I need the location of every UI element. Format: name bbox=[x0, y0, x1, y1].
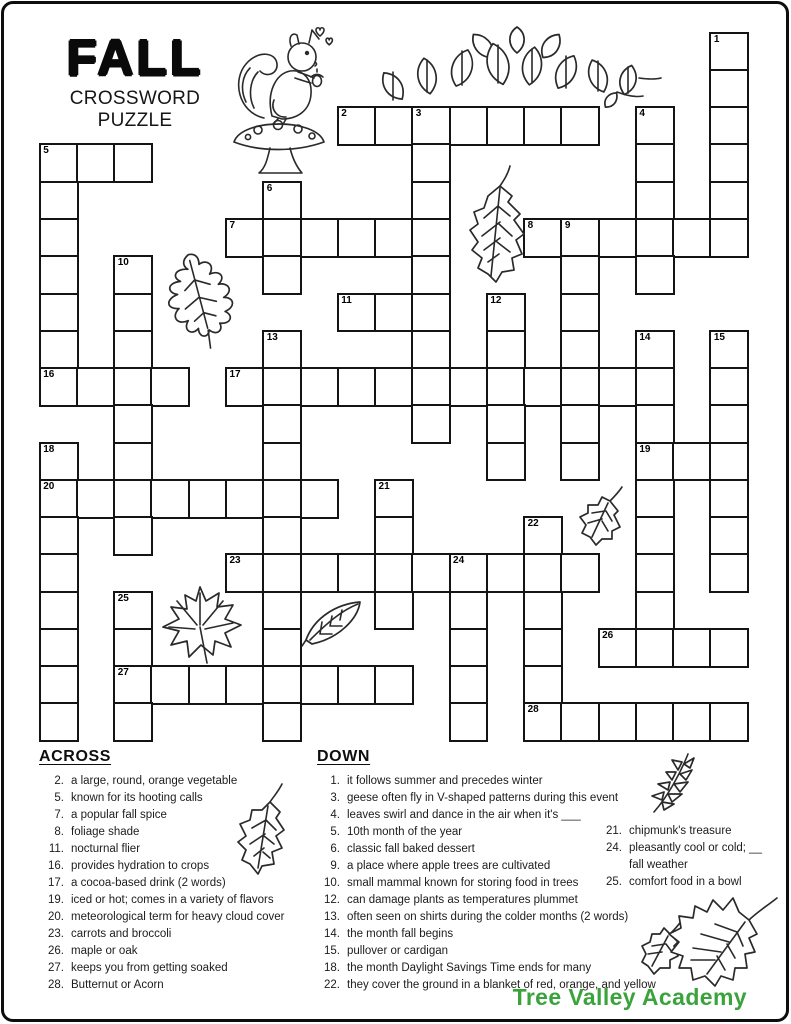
squirrel-on-mushroom-illustration bbox=[220, 20, 338, 180]
clue-18 bbox=[316, 960, 672, 977]
clue-28 bbox=[38, 977, 316, 994]
clue-text: chipmunk's treasure bbox=[629, 825, 732, 837]
clue-text: carrots and broccoli bbox=[71, 928, 172, 940]
brand-footer: Tree Valley Academy bbox=[512, 984, 747, 1010]
grid-cell-0-17[interactable] bbox=[39, 665, 79, 705]
title-block bbox=[36, 30, 234, 132]
grid-cell-2-3[interactable] bbox=[113, 143, 153, 183]
down-clue-list-col2 bbox=[596, 823, 766, 891]
grid-cell-18-11[interactable] bbox=[709, 442, 749, 482]
grid-cell-15-16[interactable] bbox=[598, 628, 638, 668]
grid-cell-18-16[interactable] bbox=[709, 628, 749, 668]
grid-cell-11-18[interactable] bbox=[449, 702, 489, 742]
grid-cell-18-5[interactable] bbox=[709, 218, 749, 258]
clue-number: 24. bbox=[606, 842, 622, 854]
grid-cell-0-13[interactable] bbox=[39, 516, 79, 556]
big-serrated-leaf-illustration bbox=[655, 890, 790, 995]
grid-cell-8-5[interactable] bbox=[337, 218, 377, 258]
clue-number: 18. bbox=[324, 962, 340, 974]
grid-cell-13-14[interactable] bbox=[523, 553, 563, 593]
grid-cell-14-6[interactable] bbox=[560, 255, 600, 295]
grid-cell-11-17[interactable] bbox=[449, 665, 489, 705]
grid-cell-18-4[interactable] bbox=[709, 181, 749, 221]
grid-cell-8-7[interactable] bbox=[337, 293, 377, 333]
clue-number: 17. bbox=[48, 877, 64, 889]
grid-cell-4-12[interactable] bbox=[188, 479, 228, 519]
grid-cell-16-12[interactable] bbox=[635, 479, 675, 519]
grid-cell-18-1[interactable] bbox=[709, 69, 749, 109]
grid-cell-0-15[interactable] bbox=[39, 591, 79, 631]
grid-cell-0-4[interactable] bbox=[39, 181, 79, 221]
grid-cell-10-6[interactable] bbox=[411, 255, 451, 295]
clue-number: 28. bbox=[48, 979, 64, 991]
grid-cell-12-8[interactable] bbox=[486, 330, 526, 370]
grid-cell-12-14[interactable] bbox=[486, 553, 526, 593]
grid-cell-2-18[interactable] bbox=[113, 702, 153, 742]
grid-cell-10-2[interactable] bbox=[411, 106, 451, 146]
cell-number: 1 bbox=[713, 33, 720, 45]
clue-text: 10th month of the year bbox=[347, 826, 463, 838]
clue-24 bbox=[596, 840, 766, 874]
grid-cell-10-9[interactable] bbox=[411, 367, 451, 407]
grid-cell-14-11[interactable] bbox=[560, 442, 600, 482]
clue-number: 23. bbox=[48, 928, 64, 940]
clue-number: 16. bbox=[48, 860, 64, 872]
down-clues-section-col2 bbox=[596, 823, 766, 891]
grid-cell-2-17[interactable] bbox=[113, 665, 153, 705]
clue-number: 11. bbox=[48, 843, 64, 855]
clue-number: 15. bbox=[324, 945, 340, 957]
grid-cell-6-18[interactable] bbox=[262, 702, 302, 742]
grid-cell-11-2[interactable] bbox=[449, 106, 489, 146]
cell-number: 15 bbox=[713, 331, 725, 343]
clue-text: meteorological term for heavy cloud cover bbox=[71, 911, 285, 923]
across-heading: ACROSS bbox=[39, 748, 112, 765]
cell-number: 5 bbox=[43, 145, 49, 157]
clue-21 bbox=[596, 823, 766, 840]
clue-19 bbox=[38, 892, 316, 909]
clue-text: provides hydration to crops bbox=[71, 860, 210, 872]
clue-text: pullover or cardigan bbox=[347, 945, 449, 957]
clue-20 bbox=[38, 909, 316, 926]
clues-birch-leaf-illustration bbox=[224, 780, 298, 878]
cell-number: 20 bbox=[43, 480, 55, 492]
clue-number: 19. bbox=[48, 894, 64, 906]
grid-cell-6-13[interactable] bbox=[262, 516, 302, 556]
clue-text: they cover the ground in a blanket of red, orange, and yellow bbox=[347, 979, 656, 991]
grid-cell-12-2[interactable] bbox=[486, 106, 526, 146]
grid-cell-16-18[interactable] bbox=[635, 702, 675, 742]
cell-number: 23 bbox=[229, 555, 241, 567]
grid-cell-11-9[interactable] bbox=[449, 367, 489, 407]
grid-cell-6-16[interactable] bbox=[262, 628, 302, 668]
grid-cell-6-9[interactable] bbox=[262, 367, 302, 407]
grid-cell-9-15[interactable] bbox=[374, 591, 414, 631]
clue-text: small mammal known for storing food in trees bbox=[347, 877, 579, 889]
grid-cell-13-9[interactable] bbox=[523, 367, 563, 407]
grid-cell-10-8[interactable] bbox=[411, 330, 451, 370]
grid-cell-16-11[interactable] bbox=[635, 442, 675, 482]
maple-leaf-illustration bbox=[153, 583, 247, 667]
grid-cell-14-2[interactable] bbox=[560, 106, 600, 146]
grid-cell-0-9[interactable] bbox=[39, 367, 79, 407]
rowan-leaf-illustration bbox=[644, 750, 696, 818]
clue-number: 6. bbox=[330, 843, 340, 855]
grid-cell-13-2[interactable] bbox=[523, 106, 563, 146]
grid-cell-8-14[interactable] bbox=[337, 553, 377, 593]
grid-cell-17-11[interactable] bbox=[672, 442, 712, 482]
grid-cell-0-7[interactable] bbox=[39, 293, 79, 333]
clue-25 bbox=[596, 874, 766, 891]
grid-cell-13-18[interactable] bbox=[523, 702, 563, 742]
cell-number: 7 bbox=[229, 220, 236, 231]
grid-cell-10-14[interactable] bbox=[411, 553, 451, 593]
grid-cell-18-0[interactable] bbox=[709, 32, 749, 72]
cell-number: 28 bbox=[527, 704, 539, 716]
cell-number: 25 bbox=[117, 592, 129, 604]
cell-number: 21 bbox=[378, 480, 390, 492]
grid-cell-17-5[interactable] bbox=[672, 218, 712, 258]
grid-cell-1-3[interactable] bbox=[76, 143, 116, 183]
clue-text: comfort food in a bowl bbox=[629, 876, 742, 888]
clue-number: 7. bbox=[54, 809, 64, 821]
grid-cell-17-18[interactable] bbox=[672, 702, 712, 742]
cell-number: 14 bbox=[639, 331, 651, 343]
cell-number: 6 bbox=[266, 182, 273, 194]
grid-cell-16-6[interactable] bbox=[635, 255, 675, 295]
clue-1 bbox=[316, 773, 672, 790]
clue-text: foliage shade bbox=[71, 826, 140, 838]
grid-cell-2-11[interactable] bbox=[113, 442, 153, 482]
willow-leaf-illustration bbox=[300, 596, 366, 648]
grid-cell-10-7[interactable] bbox=[411, 293, 451, 333]
grid-cell-6-4[interactable] bbox=[262, 181, 302, 221]
grid-cell-18-2[interactable] bbox=[709, 106, 749, 146]
grid-cell-2-13[interactable] bbox=[113, 516, 153, 556]
grid-cell-18-10[interactable] bbox=[709, 404, 749, 444]
clue-text: geese often fly in V-shaped patterns during this event bbox=[347, 792, 619, 804]
grid-cell-2-7[interactable] bbox=[113, 293, 153, 333]
clue-text: maple or oak bbox=[71, 945, 138, 957]
cell-number: 24 bbox=[453, 555, 465, 567]
grid-cell-16-3[interactable] bbox=[635, 143, 675, 183]
grid-cell-11-14[interactable] bbox=[449, 553, 489, 593]
grid-cell-2-9[interactable] bbox=[113, 367, 153, 407]
clue-text: the month Daylight Savings Time ends for many bbox=[347, 962, 592, 974]
grid-cell-16-5[interactable] bbox=[635, 218, 675, 258]
clue-text: keeps you from getting soaked bbox=[71, 962, 228, 974]
grid-cell-18-13[interactable] bbox=[709, 516, 749, 556]
grid-cell-3-9[interactable] bbox=[150, 367, 190, 407]
clue-13 bbox=[316, 909, 672, 926]
grid-cell-9-13[interactable] bbox=[374, 516, 414, 556]
grid-cell-6-5[interactable] bbox=[262, 218, 302, 258]
grid-cell-3-12[interactable] bbox=[150, 479, 190, 519]
clue-23 bbox=[38, 926, 316, 943]
grid-cell-0-8[interactable] bbox=[39, 330, 79, 370]
grid-cell-6-17[interactable] bbox=[262, 665, 302, 705]
grid-cell-7-5[interactable] bbox=[300, 218, 340, 258]
grid-cell-5-9[interactable] bbox=[225, 367, 265, 407]
grid-cell-0-3[interactable] bbox=[39, 143, 79, 183]
grid-cell-16-4[interactable] bbox=[635, 181, 675, 221]
grid-cell-16-16[interactable] bbox=[635, 628, 675, 668]
grid-cell-18-8[interactable] bbox=[709, 330, 749, 370]
cell-number: 17 bbox=[229, 369, 241, 381]
leaf-pile-illustration bbox=[365, 26, 670, 108]
grid-cell-6-14[interactable] bbox=[262, 553, 302, 593]
grid-cell-12-9[interactable] bbox=[486, 367, 526, 407]
cell-number: 27 bbox=[117, 667, 129, 679]
grid-cell-0-14[interactable] bbox=[39, 553, 79, 593]
grid-cell-8-9[interactable] bbox=[337, 367, 377, 407]
grid-cell-14-18[interactable] bbox=[560, 702, 600, 742]
cell-number: 9 bbox=[564, 220, 571, 231]
grid-cell-2-6[interactable] bbox=[113, 255, 153, 295]
clue-text: nocturnal flier bbox=[71, 843, 141, 855]
clue-number: 4. bbox=[330, 809, 340, 821]
clue-number: 26. bbox=[48, 945, 64, 957]
grid-cell-18-14[interactable] bbox=[709, 553, 749, 593]
grid-cell-16-13[interactable] bbox=[635, 516, 675, 556]
grid-cell-1-12[interactable] bbox=[76, 479, 116, 519]
grid-cell-0-5[interactable] bbox=[39, 218, 79, 258]
grid-cell-6-15[interactable] bbox=[262, 591, 302, 631]
grid-cell-7-17[interactable] bbox=[300, 665, 340, 705]
clue-text: can damage plants as temperatures plummet bbox=[347, 894, 578, 906]
oak-leaf-illustration bbox=[158, 250, 236, 354]
grid-cell-10-5[interactable] bbox=[411, 218, 451, 258]
clue-text: classic fall baked dessert bbox=[347, 843, 475, 855]
cell-number: 13 bbox=[266, 331, 278, 343]
clue-number: 8. bbox=[54, 826, 64, 838]
clue-number: 1. bbox=[330, 775, 340, 787]
grid-cell-13-15[interactable] bbox=[523, 591, 563, 631]
grid-cell-6-8[interactable] bbox=[262, 330, 302, 370]
grid-cell-0-11[interactable] bbox=[39, 442, 79, 482]
grid-cell-10-10[interactable] bbox=[411, 404, 451, 444]
grid-cell-14-5[interactable] bbox=[560, 218, 600, 258]
grid-cell-18-9[interactable] bbox=[709, 367, 749, 407]
clue-text: iced or hot; comes in a variety of flavors bbox=[71, 894, 274, 906]
clue-text: a popular fall spice bbox=[71, 809, 167, 821]
grid-cell-5-17[interactable] bbox=[225, 665, 265, 705]
grid-cell-16-8[interactable] bbox=[635, 330, 675, 370]
grid-cell-12-11[interactable] bbox=[486, 442, 526, 482]
page-subtitle: CROSSWORD PUZZLE bbox=[69, 88, 201, 131]
clue-text: known for its hooting calls bbox=[71, 792, 203, 804]
grid-cell-13-13[interactable] bbox=[523, 516, 563, 556]
clue-number: 3. bbox=[330, 792, 340, 804]
clue-text: a place where apple trees are cultivated bbox=[347, 860, 551, 872]
grid-cell-16-9[interactable] bbox=[635, 367, 675, 407]
grid-cell-7-9[interactable] bbox=[300, 367, 340, 407]
clue-text: it follows summer and precedes winter bbox=[347, 775, 543, 787]
clue-text: Butternut or Acorn bbox=[71, 979, 164, 991]
cell-number: 8 bbox=[527, 220, 534, 231]
cell-number: 4 bbox=[639, 108, 645, 120]
cell-number: 22 bbox=[527, 518, 539, 530]
grid-cell-0-16[interactable] bbox=[39, 628, 79, 668]
clue-number: 2. bbox=[54, 775, 64, 787]
grid-cell-14-10[interactable] bbox=[560, 404, 600, 444]
clue-number: 12. bbox=[324, 894, 340, 906]
grid-cell-16-10[interactable] bbox=[635, 404, 675, 444]
small-birch-leaf-illustration bbox=[572, 483, 630, 551]
grid-cell-11-16[interactable] bbox=[449, 628, 489, 668]
cell-number: 26 bbox=[602, 629, 614, 641]
grid-cell-14-7[interactable] bbox=[560, 293, 600, 333]
cell-number: 11 bbox=[341, 294, 352, 306]
grid-cell-7-12[interactable] bbox=[300, 479, 340, 519]
grid-cell-10-3[interactable] bbox=[411, 143, 451, 183]
grid-cell-0-12[interactable] bbox=[39, 479, 79, 519]
grid-cell-3-17[interactable] bbox=[150, 665, 190, 705]
grid-cell-16-2[interactable] bbox=[635, 106, 675, 146]
clue-26 bbox=[38, 943, 316, 960]
cell-number: 18 bbox=[43, 443, 55, 455]
page-title: FALL bbox=[66, 30, 204, 86]
grid-cell-18-18[interactable] bbox=[709, 702, 749, 742]
grid-cell-15-5[interactable] bbox=[598, 218, 638, 258]
grid-cell-15-18[interactable] bbox=[598, 702, 638, 742]
grid-cell-8-17[interactable] bbox=[337, 665, 377, 705]
grid-cell-18-3[interactable] bbox=[709, 143, 749, 183]
grid-cell-12-7[interactable] bbox=[486, 293, 526, 333]
grid-cell-2-12[interactable] bbox=[113, 479, 153, 519]
clue-number: 10. bbox=[324, 877, 340, 889]
clue-text: pleasantly cool or cold; __ fall weather bbox=[629, 842, 762, 871]
clue-12 bbox=[316, 892, 672, 909]
grid-cell-1-9[interactable] bbox=[76, 367, 116, 407]
grid-cell-18-12[interactable] bbox=[709, 479, 749, 519]
grid-cell-13-16[interactable] bbox=[523, 628, 563, 668]
grid-cell-9-9[interactable] bbox=[374, 367, 414, 407]
clue-text: often seen on shirts during the colder months (2 words) bbox=[347, 911, 629, 923]
clue-number: 13. bbox=[324, 911, 340, 923]
grid-cell-16-15[interactable] bbox=[635, 591, 675, 631]
cell-number: 2 bbox=[341, 108, 347, 120]
clue-number: 5. bbox=[54, 792, 64, 804]
grid-cell-9-14[interactable] bbox=[374, 553, 414, 593]
clue-3 bbox=[316, 790, 672, 807]
grid-cell-9-12[interactable] bbox=[374, 479, 414, 519]
grid-cell-14-8[interactable] bbox=[560, 330, 600, 370]
grid-cell-9-7[interactable] bbox=[374, 293, 414, 333]
grid-cell-0-18[interactable] bbox=[39, 702, 79, 742]
grid-cell-10-4[interactable] bbox=[411, 181, 451, 221]
cell-number: 3 bbox=[415, 108, 422, 120]
down-heading: DOWN bbox=[317, 748, 371, 765]
grid-cell-7-14[interactable] bbox=[300, 553, 340, 593]
cell-number: 12 bbox=[490, 294, 502, 306]
grid-cell-16-14[interactable] bbox=[635, 553, 675, 593]
clue-14 bbox=[316, 926, 672, 943]
grid-cell-0-6[interactable] bbox=[39, 255, 79, 295]
grid-cell-6-6[interactable] bbox=[262, 255, 302, 295]
clue-number: 22. bbox=[324, 979, 340, 991]
clue-27 bbox=[38, 960, 316, 977]
clue-number: 21. bbox=[606, 825, 622, 837]
grid-cell-2-10[interactable] bbox=[113, 404, 153, 444]
grid-cell-15-9[interactable] bbox=[598, 367, 638, 407]
cell-number: 16 bbox=[43, 369, 55, 381]
clue-4 bbox=[316, 807, 672, 824]
grid-cell-2-8[interactable] bbox=[113, 330, 153, 370]
grid-cell-6-12[interactable] bbox=[262, 479, 302, 519]
grid-cell-6-10[interactable] bbox=[262, 404, 302, 444]
clue-number: 25. bbox=[606, 876, 622, 888]
cell-number: 19 bbox=[639, 443, 651, 455]
cell-number: 10 bbox=[117, 257, 129, 269]
grid-cell-6-11[interactable] bbox=[262, 442, 302, 482]
clue-number: 14. bbox=[324, 928, 340, 940]
grid-cell-14-9[interactable] bbox=[560, 367, 600, 407]
grid-cell-5-12[interactable] bbox=[225, 479, 265, 519]
grid-cell-12-10[interactable] bbox=[486, 404, 526, 444]
grid-cell-4-17[interactable] bbox=[188, 665, 228, 705]
grid-cell-14-14[interactable] bbox=[560, 553, 600, 593]
clue-text: a large, round, orange vegetable bbox=[71, 775, 238, 787]
clue-number: 9. bbox=[330, 860, 340, 872]
grid-cell-8-2[interactable] bbox=[337, 106, 377, 146]
grid-cell-2-15[interactable] bbox=[113, 591, 153, 631]
hanging-birch-leaf-illustration bbox=[450, 162, 538, 294]
clue-text: the month fall begins bbox=[347, 928, 454, 940]
grid-cell-17-16[interactable] bbox=[672, 628, 712, 668]
grid-cell-9-17[interactable] bbox=[374, 665, 414, 705]
grid-cell-9-5[interactable] bbox=[374, 218, 414, 258]
clue-15 bbox=[316, 943, 672, 960]
grid-cell-2-16[interactable] bbox=[113, 628, 153, 668]
grid-cell-9-2[interactable] bbox=[374, 106, 414, 146]
clue-number: 27. bbox=[48, 962, 64, 974]
clue-text: leaves swirl and dance in the air when it's ___ bbox=[347, 809, 581, 821]
clue-number: 5. bbox=[330, 826, 340, 838]
clue-number: 20. bbox=[48, 911, 64, 923]
grid-cell-11-15[interactable] bbox=[449, 591, 489, 631]
clue-text: a cocoa-based drink (2 words) bbox=[71, 877, 226, 889]
grid-cell-13-17[interactable] bbox=[523, 665, 563, 705]
